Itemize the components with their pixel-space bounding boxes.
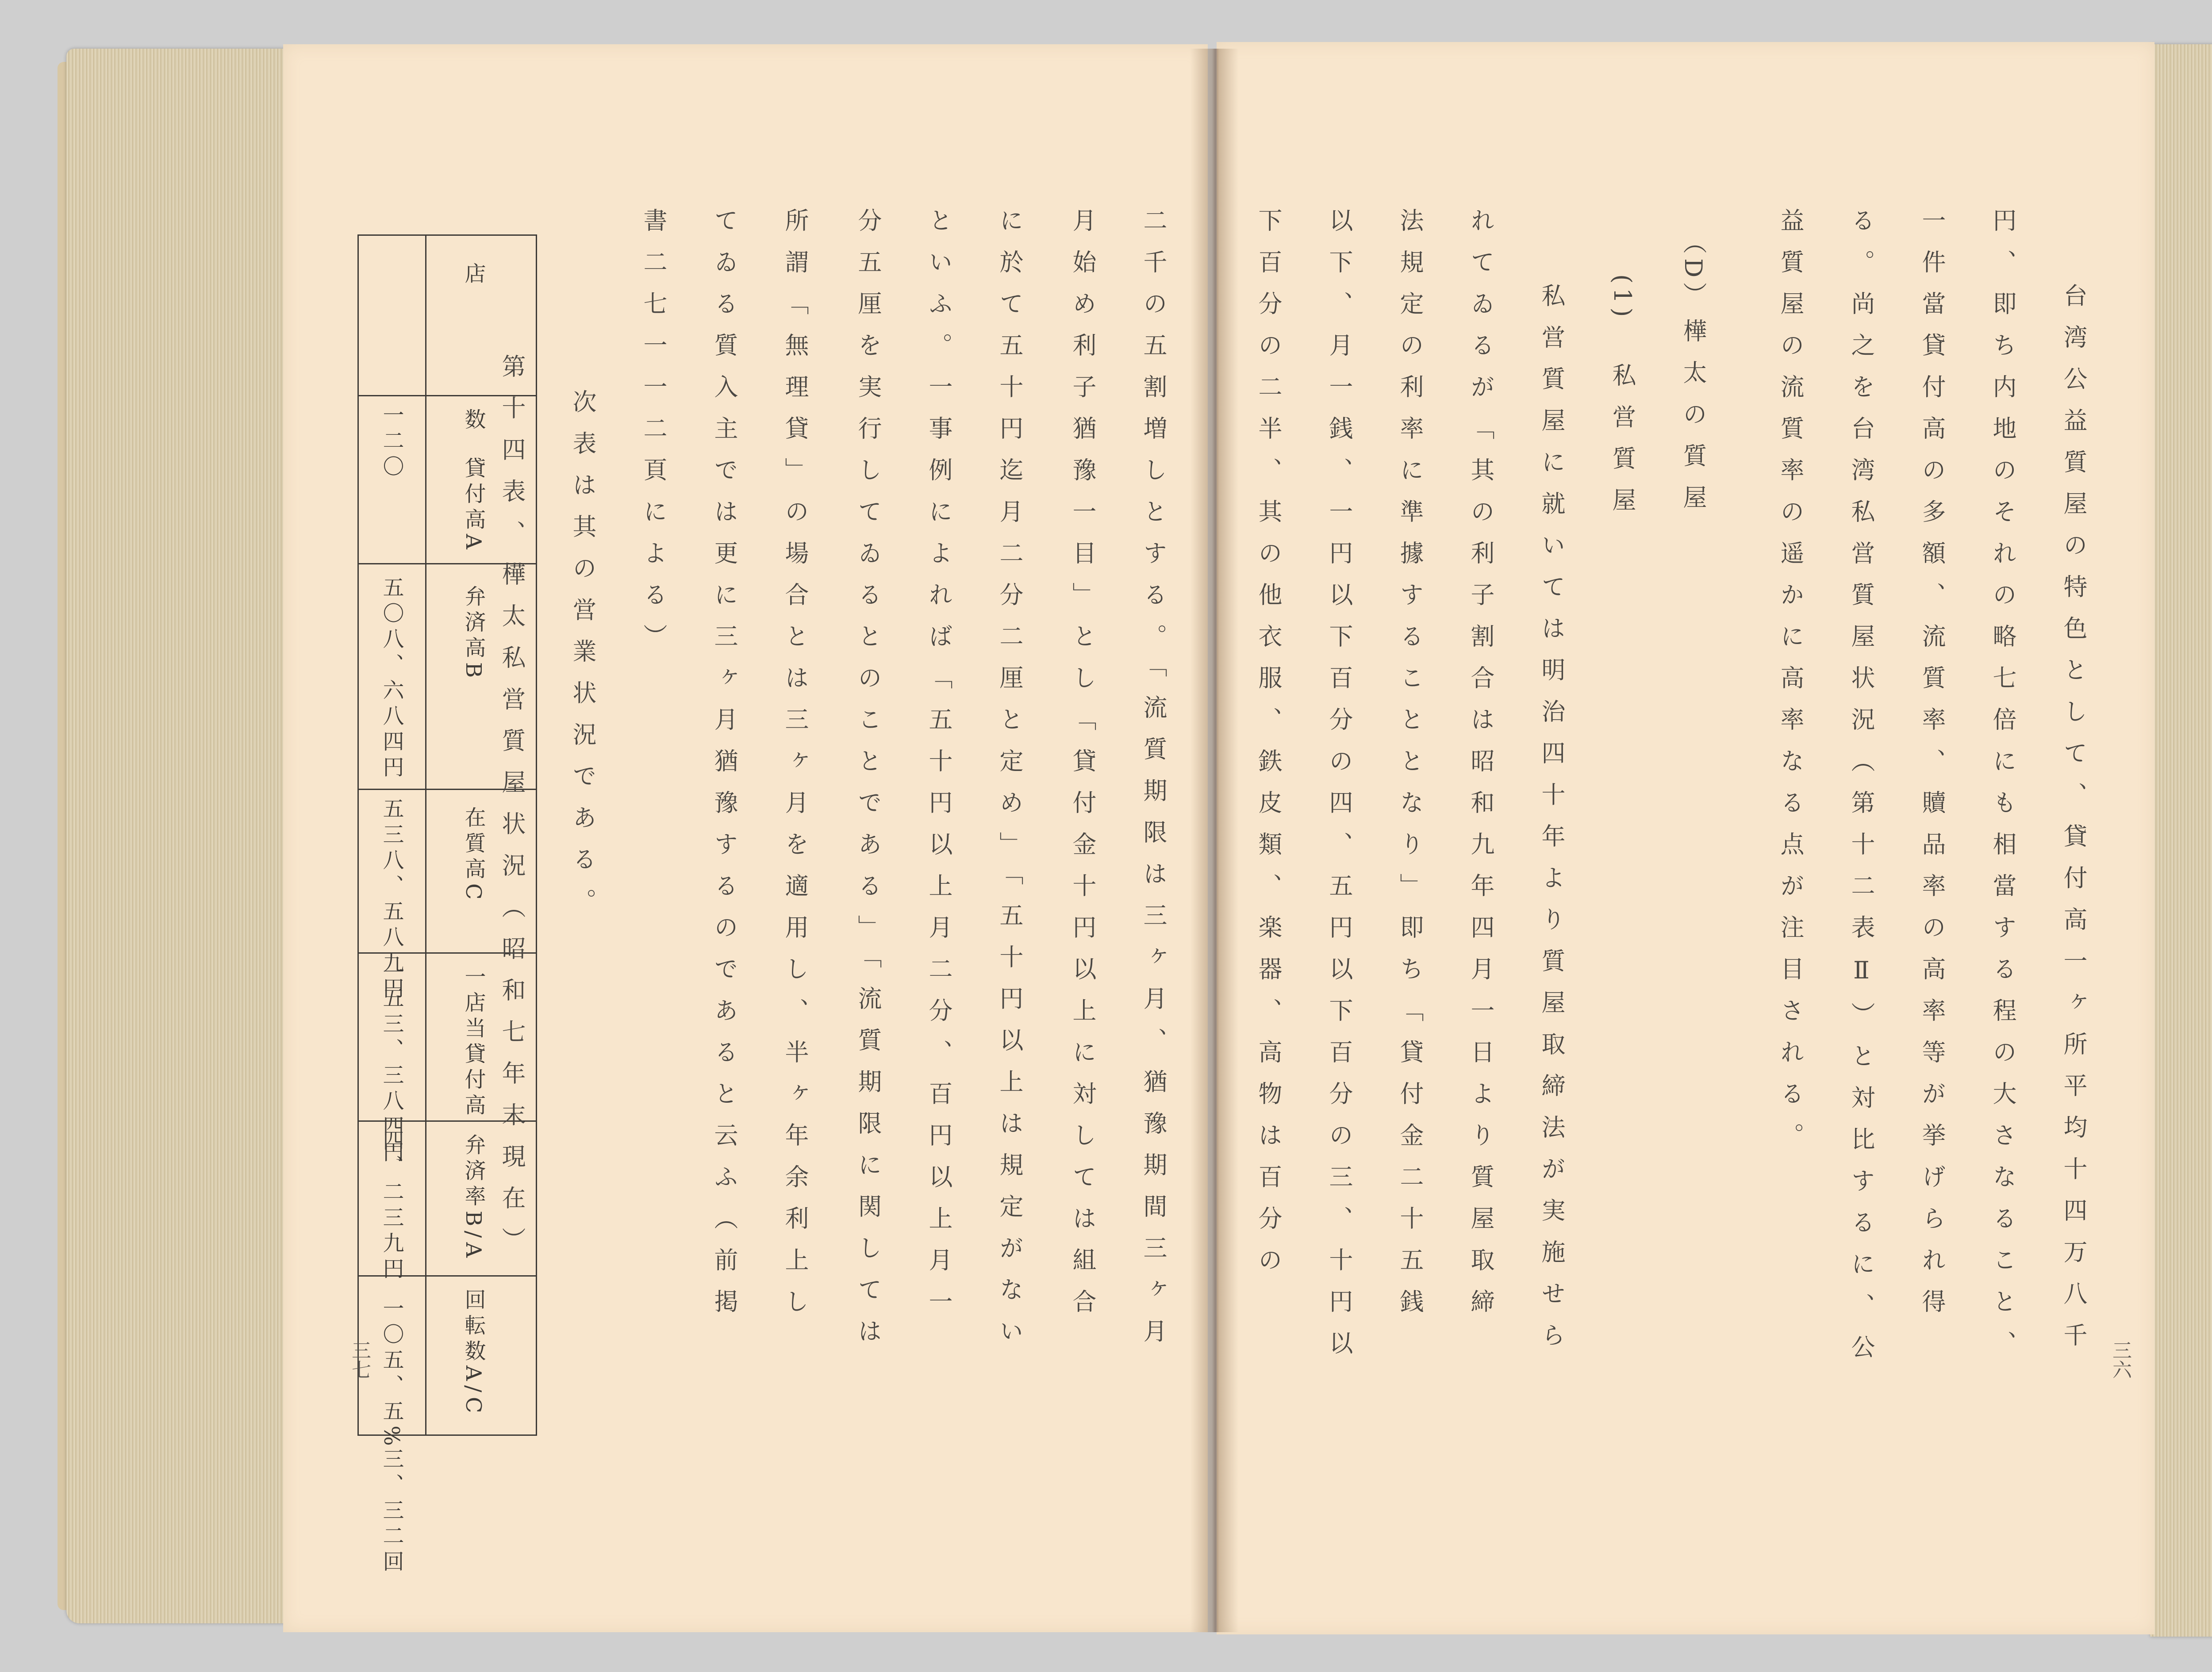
text-column: 書二七一一二頁による） xyxy=(640,208,668,665)
text-column: てゐる質入主では更に三ヶ月猶豫するのであると云ふ（前掲 xyxy=(710,208,738,1331)
page-number-left: 三七 xyxy=(348,1340,371,1379)
section-label: （D） xyxy=(1679,230,1707,311)
section-heading: 樺太の質屋 xyxy=(1679,318,1707,526)
text-column: 分五厘を実行してゐるとのことである」「流質期限に関しては xyxy=(854,208,882,1360)
text-column: 下百分の二半、其の他衣服、鉄皮類、楽器、高物は百分の xyxy=(1255,208,1283,1289)
page-number-right: 三六 xyxy=(2109,1340,2131,1379)
text-column: れてゐるが「其の利子割合は昭和九年四月一日より質屋取締 xyxy=(1467,208,1495,1331)
text-column: る。尚之を台湾私営質屋状況（第十二表Ⅱ）と対比するに、公 xyxy=(1847,208,1875,1376)
text-column: 法規定の利率に準據することとなり」即ち「貸付金二十五銭 xyxy=(1396,208,1424,1331)
table-value: 一五三、三八四円 xyxy=(379,961,404,1166)
table-header: 数 xyxy=(461,408,486,434)
text-column: といふ。一事例によれば「五十円以上月二分、百円以上月一 xyxy=(925,208,953,1331)
table-header: 弁済高B xyxy=(461,585,486,683)
text-column: 次表は其の営業状況である。 xyxy=(569,389,597,930)
subsection-number: (1) xyxy=(1609,274,1636,322)
text-column: 益質屋の流質率の遥かに高率なる点が注目される。 xyxy=(1777,208,1805,1164)
subsection-heading: 私営質屋 xyxy=(1609,363,1636,529)
table-header: 在質高C xyxy=(461,806,486,904)
text-column: 一件當貸付高の多額、流質率、贖品率の高率等が挙げられ得 xyxy=(1918,208,1946,1331)
book-gutter xyxy=(1190,49,1239,1632)
table-caption: 第十四表、樺太私営質屋状況（昭和七年末現在） xyxy=(498,354,526,1269)
text-column: に於て五十円迄月二分二厘と定め」「五十円以上は規定がない xyxy=(996,208,1024,1360)
page-block-left xyxy=(66,49,296,1623)
table-value: 五〇八、六八四円 xyxy=(379,576,404,782)
table-value: 四、二三九円 xyxy=(379,1129,404,1283)
table-value: 一二〇 xyxy=(379,404,404,481)
table-value: 五三八、五八九円 xyxy=(379,798,404,1003)
table-header: 貸付高A xyxy=(461,457,486,554)
text-column: 月始め利子猶豫一目」とし「貸付金十円以上に対しては組合 xyxy=(1069,208,1097,1331)
text-column: 二千の五割増しとする。「流質期限は三ヶ月、猶豫期間三ヶ月 xyxy=(1140,208,1167,1360)
text-column: 台湾公益質屋の特色として、貸付高一ヶ所平均十四万八千 xyxy=(2060,283,2088,1364)
table-value: 一〇五、五% xyxy=(379,1297,404,1450)
text-column: 円、即ち内地のそれの略七倍にも相當する程の大さなること、 xyxy=(1989,208,2017,1372)
page-block-right xyxy=(2150,44,2212,1637)
table-value: 三、三二回 xyxy=(379,1448,404,1576)
table-header: 店 xyxy=(461,262,486,288)
table-header: 回転数A/C xyxy=(461,1289,486,1418)
table-header: 一店当貸付高 xyxy=(461,966,486,1120)
table-header: 弁済率B/A xyxy=(461,1134,486,1262)
text-column: 私営質屋に就いては明治四十年より質屋取締法が実施せら xyxy=(1538,283,1566,1364)
text-column: 以下、月一銭、一円以下百分の四、五円以下百分の三、十円以 xyxy=(1325,208,1353,1372)
text-column: 所謂「無理貸」の場合とは三ヶ月を適用し、半ヶ年余利上し xyxy=(781,208,809,1331)
